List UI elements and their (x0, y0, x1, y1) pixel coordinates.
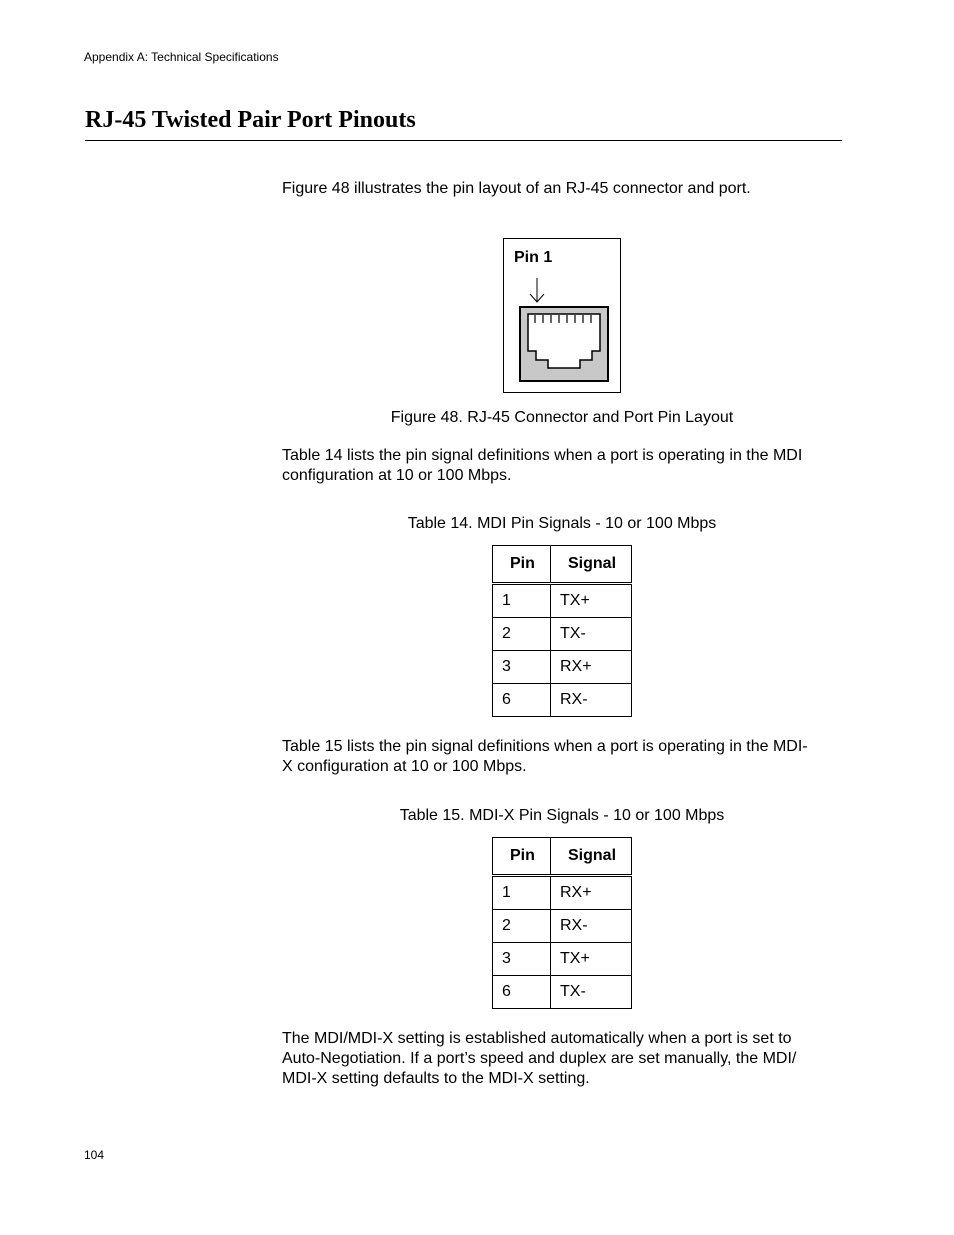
closing-line3: MDI-X setting defaults to the MDI-X setting. (282, 1070, 590, 1087)
table14-intro-line1: Table 14 lists the pin signal definitions when a port is operating in the MDI (282, 447, 803, 464)
table-row (493, 943, 632, 976)
signal-cell: RX- (551, 684, 632, 717)
table15 (492, 837, 632, 1009)
figure-caption: Figure 48. RJ-45 Connector and Port Pin Layout (390, 409, 734, 426)
table-row (493, 618, 632, 651)
table-header-row (493, 838, 632, 876)
column-header-pin: Pin (493, 546, 551, 584)
page-number: 104 (84, 1148, 105, 1162)
pin-cell: 2 (493, 618, 551, 651)
pin-cell: 1 (493, 584, 551, 618)
table-row (493, 651, 632, 684)
table14 (492, 545, 632, 717)
pin-cell: 6 (493, 976, 551, 1009)
table15-caption: Table 15. MDI-X Pin Signals - 10 or 100 Mbps (399, 807, 725, 824)
pin-1-label: Pin 1 (514, 249, 553, 266)
closing-line1: The MDI/MDI-X setting is established automatically when a port is set to (282, 1030, 792, 1047)
pin-cell: 2 (493, 910, 551, 943)
signal-cell: TX- (551, 618, 632, 651)
table-row (493, 976, 632, 1009)
table14-caption: Table 14. MDI Pin Signals - 10 or 100 Mbps (407, 515, 717, 532)
intro-paragraph: Figure 48 illustrates the pin layout of an RJ-45 connector and port. (282, 180, 751, 197)
column-header-signal: Signal (551, 546, 632, 584)
signal-cell: TX+ (551, 943, 632, 976)
table15-intro-line1: Table 15 lists the pin signal definitions when a port is operating in the MDI- (282, 738, 808, 755)
running-header: Appendix A: Technical Specifications (84, 50, 279, 64)
table-header-row (493, 546, 632, 584)
table14-intro-line2: configuration at 10 or 100 Mbps. (282, 467, 512, 484)
column-header-pin: Pin (493, 838, 551, 876)
table-row (493, 584, 632, 618)
signal-cell: RX+ (551, 651, 632, 684)
page-title: RJ-45 Twisted Pair Port Pinouts (85, 107, 416, 133)
signal-cell: RX+ (551, 876, 632, 910)
closing-line2: Auto-Negotiation. If a port’s speed and duplex are set manually, the MDI/ (282, 1050, 797, 1067)
title-rule (85, 140, 842, 141)
pin-cell: 3 (493, 943, 551, 976)
signal-cell: TX- (551, 976, 632, 1009)
pin-cell: 1 (493, 876, 551, 910)
rj45-port-icon (500, 270, 622, 388)
table-row (493, 684, 632, 717)
column-header-signal: Signal (551, 838, 632, 876)
table-row (493, 876, 632, 910)
pin-cell: 3 (493, 651, 551, 684)
signal-cell: RX- (551, 910, 632, 943)
pin-cell: 6 (493, 684, 551, 717)
table-row (493, 910, 632, 943)
signal-cell: TX+ (551, 584, 632, 618)
table15-intro-line2: X configuration at 10 or 100 Mbps. (282, 758, 527, 775)
